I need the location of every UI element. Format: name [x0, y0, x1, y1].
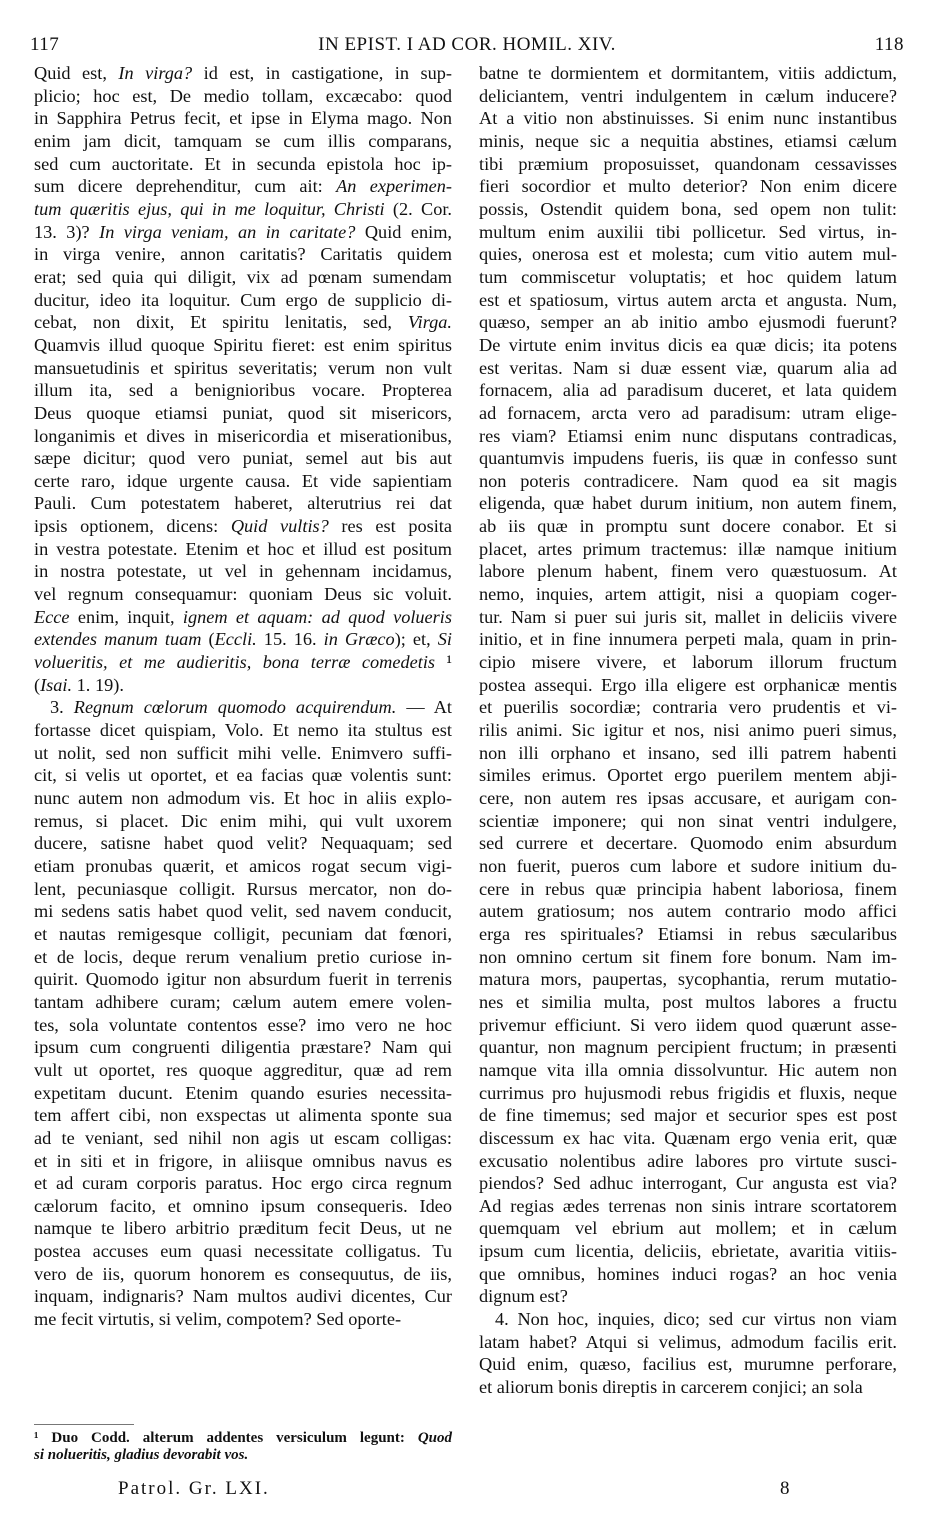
text-run: Deus quoque etiamsi puniat, quod sit misericors,: [34, 402, 452, 423]
text-line: [34, 402, 452, 425]
text-run: autem gratiosum; nos autem contrario modo affici: [479, 901, 897, 922]
text-line: [479, 1353, 897, 1376]
text-run: non fuerit, pueros cum labore et sudore initium du-: [479, 855, 897, 876]
text-run: De virtute enim invitus dicis ea quæ dicis; ita potens: [479, 334, 897, 355]
text-line: [34, 130, 452, 153]
text-run: piendos? Sed adhuc interrogant, Cur angusta est via?: [479, 1173, 897, 1194]
text-run: longanimis et dives in misericordia et miserationibus,: [34, 425, 452, 446]
text-line: [479, 946, 897, 969]
text-line: [34, 900, 452, 923]
text-line: [479, 742, 897, 765]
text-run: 1. 19).: [72, 674, 124, 695]
text-run: ipsis optionem, dicens:: [34, 516, 231, 537]
italic-run: volueritis, et me audieritis, bona terræ comedetis: [34, 652, 436, 673]
text-run: sæpe dicitur; quod vero puniat, semel aut bis aut: [34, 448, 452, 469]
text-run: ipsum cum licentia, deliciis, ebrietate, avaritia vitiis-: [479, 1241, 897, 1262]
text-run: tantam adhibere curam; cælum autem emere volen-: [34, 991, 452, 1012]
text-line: [479, 1150, 897, 1173]
text-run: quantumvis impudens fueris, iis quæ in confesso sunt: [479, 448, 897, 469]
text-line: [479, 560, 897, 583]
text-line: [34, 311, 452, 334]
text-line: [34, 1217, 452, 1240]
text-line: [479, 832, 897, 855]
text-line: [34, 674, 452, 697]
text-line: [34, 1059, 452, 1082]
text-run: quies, onerosa est et molesta; cum vitio autem mul-: [479, 244, 897, 265]
text-line: [34, 1308, 452, 1331]
text-run: res est posita: [328, 516, 452, 537]
text-run: erga res spirituales? Etiamsi in rebus sæcularibus: [479, 923, 897, 944]
text-line: [34, 1240, 452, 1263]
text-line: [479, 1308, 897, 1331]
text-line: [34, 470, 452, 493]
footnote: [34, 1430, 452, 1464]
text-line: [34, 1150, 452, 1173]
text-line: [34, 175, 452, 198]
text-run: placet, artes primum tractemus: illæ namque initium: [479, 538, 897, 559]
text-line: [34, 968, 452, 991]
text-run: nes et similia multa, post multos labores a fructu: [479, 991, 897, 1012]
text-run: vero de iis, quorum honorem es consequutus, de iis,: [34, 1263, 452, 1284]
text-run: 4. Non hoc, inquies, dico; sed cur virtus non viam: [495, 1309, 897, 1330]
left-column: [34, 62, 452, 1331]
text-line: [34, 1263, 452, 1286]
text-line: [34, 334, 452, 357]
text-line: [479, 130, 897, 153]
text-line: [479, 1082, 897, 1105]
page-number-right: 118: [874, 34, 904, 55]
text-line: [479, 62, 897, 85]
text-run: quæso, semper an ab initio ambo ejusmodi fuerunt?: [479, 312, 897, 333]
text-line: [479, 334, 897, 357]
text-line: [479, 1036, 897, 1059]
text-line: [479, 447, 897, 470]
text-line: [479, 1263, 897, 1286]
text-run: privemur efficiunt. Si vero iidem quod quærunt asse-: [479, 1014, 897, 1035]
text-line: [479, 470, 897, 493]
text-line: [479, 968, 897, 991]
text-line: [34, 221, 452, 244]
text-run: Quid est,: [34, 63, 119, 83]
text-run: ab iis quæ in promptu sunt docere conabor. Et si: [479, 516, 897, 537]
text-run: que omnibus, homines induci rogas? an hoc venia: [479, 1263, 897, 1284]
text-line: [479, 221, 897, 244]
text-run: cere in rebus quæ principia habent laboriosa, finem: [479, 878, 897, 899]
text-line: [479, 1217, 897, 1240]
text-line: [34, 696, 452, 719]
text-run: lent, pecuniasque colligit. Rursus mercator, non do-: [34, 878, 452, 899]
italic-run: Quid vultis?: [230, 516, 329, 537]
text-line: [479, 379, 897, 402]
text-line: [34, 492, 452, 515]
text-line: [479, 1240, 897, 1263]
text-line: [34, 832, 452, 855]
italic-run: In virga veniam, an in caritate?: [99, 221, 356, 242]
text-line: [479, 1195, 897, 1218]
text-line: [34, 787, 452, 810]
text-run: Quid enim,: [355, 221, 452, 242]
text-run: ducere, satisne habet quod velit? Nequaquam; sed: [34, 833, 452, 854]
text-run: nemo, inquies, artem attigit, nisi a quopiam coger-: [479, 584, 897, 605]
text-line: [34, 1082, 452, 1105]
text-run: batne te dormientem et dormitantem, vitiis addictum,: [479, 63, 897, 83]
footnote-line: [34, 1447, 452, 1464]
text-run: quemquam vel ebrium aut mollem; et in cælum: [479, 1218, 897, 1239]
text-run: possis, Ostendit quidem bona, sed opem non tulit:: [479, 198, 897, 219]
page-number-left: 117: [30, 34, 60, 55]
text-run: At a vitio non abstinuisses. Si enim nunc instantibus: [479, 108, 897, 129]
text-line: [34, 357, 452, 380]
text-run: mansuetudinis et spiritus severitatis; verum non vult: [34, 357, 452, 378]
text-line: [479, 311, 897, 334]
text-run: est et spatiosum, virtus autem arcta et angusta. Num,: [479, 289, 897, 310]
text-line: [34, 923, 452, 946]
text-run: me fecit virtutis, si velim, compotem? Sed oporte-: [34, 1309, 402, 1330]
text-line: [34, 153, 452, 176]
text-run: res viam? Etiamsi enim nunc disputans contradicas,: [479, 425, 897, 446]
text-line: [34, 62, 452, 85]
text-line: [34, 85, 452, 108]
text-run: vult ut oportet, res quoque aggreditur, quæ ad rem: [34, 1059, 452, 1080]
text-line: [479, 764, 897, 787]
text-run: etiam pronubas quærit, et amicos rogat secum vigi-: [34, 855, 452, 876]
italic-run: si nolueritis, gladius devorabit vos.: [34, 1447, 249, 1463]
text-line: [34, 991, 452, 1014]
text-run: latam habet? Atqui si velimus, admodum facilis erit.: [479, 1331, 897, 1352]
text-line: [34, 628, 452, 651]
text-line: [479, 425, 897, 448]
text-line: [479, 696, 897, 719]
italic-run: ignem et aquam: ad quod volueris: [182, 606, 452, 627]
text-run: inquam, indignaris? Nam multos audivi dicentes, Cur: [34, 1286, 452, 1307]
text-line: [34, 1195, 452, 1218]
text-line: [34, 651, 452, 674]
text-run: nunc autem non admodum vis. Et hoc in aliis explo-: [34, 788, 452, 808]
text-line: [479, 628, 897, 651]
text-run: non poteris contradicere. Nam quod ea sit magis: [479, 470, 897, 491]
text-line: [34, 447, 452, 470]
text-run: cipio misere vivere, et laborum illorum fructum: [479, 652, 897, 673]
text-run: namque te libero arbitrio præditum fecit Deus, ut ne: [34, 1218, 452, 1239]
text-run: ad fornacem, arcta vero ad paradisum: utram elige-: [479, 402, 897, 423]
text-run: postea accuses eum quasi necessitate colligatus. Tu: [34, 1241, 452, 1262]
text-run: tes, sola voluntate contentos esse? imo vero ne hoc: [34, 1014, 452, 1035]
text-run: et nautas remigesque colligit, pecuniam dat fœnori,: [34, 923, 452, 944]
text-line: [34, 1036, 452, 1059]
text-line: [479, 243, 897, 266]
text-line: [34, 810, 452, 833]
text-line: [479, 651, 897, 674]
text-line: [479, 787, 897, 810]
text-run: sed cum auctoritate. Et in secunda epistola hoc ip-: [34, 153, 452, 174]
text-line: [479, 674, 897, 697]
italic-run: extendes manum tuam: [34, 629, 202, 650]
text-line: [34, 379, 452, 402]
text-line: [479, 1127, 897, 1150]
text-run: scientiæ imponere; qui non sinat ventri indulgere,: [479, 810, 897, 831]
italic-run: Virga.: [407, 312, 452, 333]
text-line: [34, 243, 452, 266]
text-line: [34, 878, 452, 901]
text-run: cere, non autem res ipsas accusare, et aurigam con-: [479, 788, 897, 808]
text-run: ); et,: [394, 629, 438, 650]
text-run: Ad regias ædes terrenas non sinis intrare scortatorem: [479, 1195, 897, 1216]
italic-run: Eccli.: [214, 629, 257, 650]
text-line: [34, 1172, 452, 1195]
text-run: 3.: [50, 697, 74, 718]
text-run: ut nolit, sed non sufficit mihi velle. Enimvero suffi-: [34, 742, 452, 763]
text-run: non omnino certum sit finem fore bonum. Nam im-: [479, 946, 897, 967]
text-line: [34, 764, 452, 787]
text-line: [34, 1285, 452, 1308]
text-run: initio, et in fine innumera perpeti mala, quam in prin-: [479, 629, 897, 650]
text-line: [34, 425, 452, 448]
text-line: [479, 107, 897, 130]
text-line: [479, 1376, 897, 1399]
text-run: de fine timemus; sed major et securior spes est post: [479, 1105, 897, 1126]
text-run: fornacem, alia ad paradisum duceret, et lata quidem: [479, 380, 897, 401]
text-line: [34, 289, 452, 312]
text-run: ¹ Duo Codd. alterum addentes versiculum legunt:: [34, 1430, 418, 1446]
text-line: [479, 198, 897, 221]
text-run: remus, si placet. Dic enim mihi, qui vult uxorem: [34, 810, 452, 831]
text-line: [479, 719, 897, 742]
right-column: [479, 62, 897, 1399]
text-line: [479, 402, 897, 425]
running-header: [30, 34, 904, 60]
text-line: [479, 991, 897, 1014]
text-run: cebat, non dixit, Et spiritu lenitatis, sed,: [34, 312, 408, 333]
text-run: namque vita illa omnia dissolvuntur. Hic autem non: [479, 1059, 897, 1080]
text-run: excusatio nolentibus adire labores pro virtute susci-: [479, 1150, 897, 1171]
text-run: ducitur, ideo ita loquitur. Cum ergo de supplicio di-: [34, 289, 452, 310]
footnote-line: [34, 1430, 452, 1447]
signature-number: 8: [780, 1478, 790, 1499]
text-run: sum dicere deprehenditur, cum ait:: [34, 176, 337, 197]
text-line: [34, 198, 452, 221]
text-run: Pauli. Cum potestatem haberet, alterutrius rei dat: [34, 493, 452, 514]
text-run: fieri socordior et multo deterior? Non enim dicere: [479, 176, 897, 197]
text-line: [479, 289, 897, 312]
italic-run: tum quæritis ejus, qui in me loquitur, Christi: [34, 198, 385, 219]
text-run: ipsum cum congruenti diligentia præstare? Nam qui: [34, 1037, 452, 1058]
running-title: IN EPIST. I AD COR. HOMIL. XIV.: [318, 34, 616, 55]
signature-mark: Patrol. Gr. LXI.: [118, 1478, 270, 1499]
text-run: tum commiscetur voluptatis; et hoc quidem latum: [479, 266, 897, 287]
text-run: (: [34, 674, 41, 695]
text-run: et de locis, deque rerum venalium pretio curiose in-: [34, 946, 452, 967]
text-run: cit, si velis ut oportet, et ea facias quæ volentis sunt:: [34, 765, 452, 786]
italic-run: in Græco: [323, 629, 395, 650]
text-run: tur. Nam si puer sui juris sit, mallet in deliciis vivere: [479, 606, 897, 627]
text-run: (: [201, 629, 215, 650]
text-line: [34, 1014, 452, 1037]
text-line: [479, 606, 897, 629]
text-line: [479, 266, 897, 289]
text-line: [479, 810, 897, 833]
text-run: dignum est?: [479, 1286, 568, 1307]
text-run: 15. 16.: [256, 629, 324, 650]
text-line: [34, 560, 452, 583]
text-line: [479, 85, 897, 108]
text-run: minis, neque sic a nequitia abstines, etiamsi cælum: [479, 130, 897, 151]
text-line: [479, 515, 897, 538]
text-line: [479, 1104, 897, 1127]
text-run: et ad curam corporis paratus. Hoc ergo circa regnum: [34, 1173, 452, 1194]
text-run: plicio; hoc est, De medio tollam, excæcabo: quod: [34, 85, 452, 106]
text-run: certe raro, idque urgente causa. Et vide sapientiam: [34, 470, 452, 491]
text-run: in virga venire, annon caritatis? Caritatis quidem: [34, 244, 452, 265]
text-run: sed currere et decertare. Quomodo enim absurdum: [479, 833, 897, 854]
text-run: et aliorum bonis direptis in carcerem conjici; an sola: [479, 1377, 863, 1398]
text-run: similes erimus. Oportet ergo puerilem mentem abji-: [479, 765, 897, 786]
text-run: rilis animi. Sic igitur et nos, nisi animo pueri simus,: [479, 720, 897, 741]
text-run: tibi præmium proposuisset, quandonam cessavisses: [479, 153, 897, 174]
text-run: illum ita, sed a benignioribus vocare. Propterea: [34, 380, 452, 401]
italic-run: Quod: [417, 1430, 452, 1446]
text-line: [34, 107, 452, 130]
text-line: [34, 719, 452, 742]
text-line: [34, 946, 452, 969]
text-run: (2. Cor.: [384, 198, 452, 219]
text-run: et puerilis socordiæ; contraria vero prudentis et vi-: [479, 697, 897, 718]
text-run: quantur, non magnum percipient fructum; in præsenti: [479, 1037, 897, 1058]
text-line: [34, 538, 452, 561]
text-run: non illi orphano et insano, sed illi patrem habenti: [479, 742, 897, 763]
text-run: ¹: [435, 652, 452, 673]
text-line: [479, 492, 897, 515]
text-run: tem affert cibi, non exspectas ut alimenta sponte sua: [34, 1105, 452, 1126]
text-line: [479, 900, 897, 923]
text-run: — At: [396, 697, 452, 718]
text-run: vel regnum consequamur: quoniam Deus sic voluit.: [34, 584, 452, 605]
text-run: discessum ex hac vita. Quænam ergo venia erit, quæ: [479, 1127, 897, 1148]
text-run: et in siti et in frigore, in aliisque omnibus navus es: [34, 1150, 452, 1171]
text-line: [479, 855, 897, 878]
text-line: [34, 742, 452, 765]
italic-run: In virga?: [118, 63, 193, 83]
text-run: eligenda, quæ habet durum initium, non autem finem,: [479, 493, 897, 514]
text-run: Quamvis illud quoque Spiritu fieret: est enim spiritus: [34, 334, 452, 355]
text-run: labore plenum habent, finem vero quæstuosum. At: [479, 561, 897, 582]
text-run: fortasse dicet quispiam, Volo. Et nemo ita stultus est: [34, 720, 452, 741]
text-run: expetitam ducunt. Etenim quando esuries necessita-: [34, 1082, 452, 1103]
text-line: [479, 1014, 897, 1037]
italic-run: An experimen-: [336, 176, 452, 197]
text-line: [34, 583, 452, 606]
text-run: Quid enim, quæso, facilius est, murumne perforare,: [479, 1354, 897, 1375]
text-line: [479, 1331, 897, 1354]
text-line: [479, 583, 897, 606]
italic-run: Ecce: [34, 606, 70, 627]
text-run: deliciantem, ventri indulgentem in cælum inducere?: [479, 85, 897, 106]
text-line: [479, 357, 897, 380]
text-line: [34, 515, 452, 538]
footnote-rule: [34, 1424, 134, 1425]
text-line: [479, 175, 897, 198]
text-run: postea assequi. Ergo illa eligere est orphanicæ mentis: [479, 674, 897, 695]
text-line: [479, 538, 897, 561]
text-run: quirit. Quomodo igitur non absurdum fuerit in terrenis: [34, 969, 452, 990]
text-run: enim, inquit,: [69, 606, 183, 627]
text-run: cælorum facito, et omnino ipsum consequeris. Ideo: [34, 1195, 452, 1216]
italic-run: Regnum cœlorum quomodo acquirendum.: [73, 697, 397, 718]
text-run: multum enim auxilii tibi pollicetur. Sed virtus, in-: [479, 221, 897, 242]
text-line: [479, 153, 897, 176]
text-run: erat; sed quia qui diligit, vix ad pœnam sumendam: [34, 266, 452, 287]
text-run: 13. 3)?: [34, 221, 100, 242]
text-line: [479, 1285, 897, 1308]
text-line: [479, 878, 897, 901]
text-line: [479, 923, 897, 946]
text-run: in vestra potestate. Etenim et hoc et illud est positum: [34, 538, 452, 559]
text-line: [34, 855, 452, 878]
text-run: in nostra potestate, ut vel in gehennam incidamus,: [34, 561, 452, 582]
text-run: est veritas. Nam si duæ essent viæ, quarum alia ad: [479, 357, 897, 378]
text-run: ad te veniant, sed nihil non agis ut escam colligas:: [34, 1127, 452, 1148]
text-run: id est, in castigatione, in sup-: [192, 63, 452, 83]
italic-run: Si: [437, 629, 452, 650]
text-line: [34, 1127, 452, 1150]
text-line: [479, 1059, 897, 1082]
text-line: [479, 1172, 897, 1195]
text-line: [34, 266, 452, 289]
text-run: in Sapphira Petrus fecit, et ipse in Elyma mago. Non: [34, 108, 452, 129]
text-line: [34, 606, 452, 629]
text-run: mi sedens satis habet quod velit, sed navem conducit,: [34, 901, 452, 922]
text-run: enim jam dicit, tamquam se cum illis comparans,: [34, 130, 452, 151]
italic-run: Isai.: [40, 674, 73, 695]
text-line: [34, 1104, 452, 1127]
text-run: matura mors, paupertas, sycophantia, rerum mutatio-: [479, 969, 897, 990]
text-run: currimus pro hujusmodi rebus frigidis et fluxis, neque: [479, 1082, 897, 1103]
